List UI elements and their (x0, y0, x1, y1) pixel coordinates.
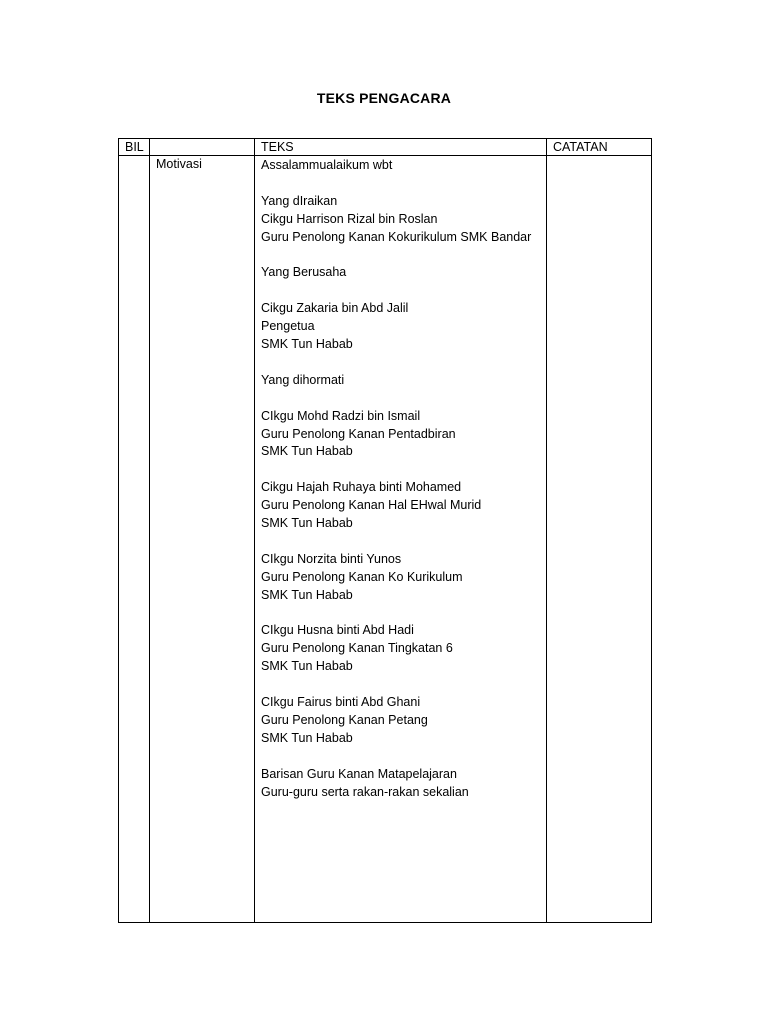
script-line: CIkgu Norzita binti Yunos (261, 551, 402, 566)
script-line (261, 247, 540, 265)
script-line: Guru Penolong Kanan Tingkatan 6 (261, 641, 453, 656)
cell-text (255, 156, 547, 923)
table-row (119, 156, 652, 923)
script-line: Guru Penolong Kanan Pentadbiran (261, 426, 456, 441)
script-line: Pengetua (261, 319, 315, 334)
header-bil: BIL (119, 139, 150, 156)
script-line: SMK Tun Habab (261, 730, 353, 745)
header-note: CATATAN (547, 139, 652, 156)
script-line: CIkgu Husna binti Abd Hadi (261, 623, 414, 638)
script-line (261, 676, 540, 694)
script-line (261, 605, 540, 623)
script-line: SMK Tun Habab (261, 659, 353, 674)
script-line: CIkgu Mohd Radzi bin Ismail (261, 408, 421, 423)
table-header-row (119, 139, 652, 156)
page-title: TEKS PENGACARA (316, 90, 452, 106)
script-line: Guru-guru serta rakan-rakan sekalian (261, 784, 469, 799)
cell-note (547, 156, 652, 923)
script-line: Guru Penolong Kanan Kokurikulum SMK Bandar (261, 229, 532, 244)
script-line: Guru Penolong Kanan Ko Kurikulum (261, 569, 463, 584)
script-line (261, 175, 540, 193)
script-line: SMK Tun Habab (261, 516, 353, 531)
cell-bil (119, 156, 150, 923)
emcee-script-table (118, 138, 652, 923)
cell-topic: Motivasi (150, 156, 255, 923)
script-line (261, 354, 540, 372)
script-line: Yang dIraikan (261, 193, 338, 208)
script-line (261, 748, 540, 766)
script-line: SMK Tun Habab (261, 587, 353, 602)
script-text-block (261, 156, 540, 801)
script-line: Barisan Guru Kanan Matapelajaran (261, 766, 457, 781)
script-line: SMK Tun Habab (261, 337, 353, 352)
header-text: TEKS (255, 139, 547, 156)
script-line: Assalammualaikum wbt (261, 158, 393, 172)
script-line: Cikgu Hajah Ruhaya binti Mohamed (261, 480, 462, 495)
script-line (261, 282, 540, 300)
script-line: Guru Penolong Kanan Petang (261, 712, 428, 727)
header-topic (150, 139, 255, 156)
script-line: Guru Penolong Kanan Hal EHwal Murid (261, 498, 482, 513)
script-line: Cikgu Harrison Rizal bin Roslan (261, 211, 438, 226)
script-line (261, 461, 540, 479)
script-line: Yang dihormati (261, 372, 345, 387)
script-line (261, 390, 540, 408)
script-line (261, 533, 540, 551)
script-line: Yang Berusaha (261, 265, 347, 280)
script-line: Cikgu Zakaria bin Abd Jalil (261, 301, 409, 316)
script-line: SMK Tun Habab (261, 444, 353, 459)
script-line: CIkgu Fairus binti Abd Ghani (261, 695, 421, 710)
